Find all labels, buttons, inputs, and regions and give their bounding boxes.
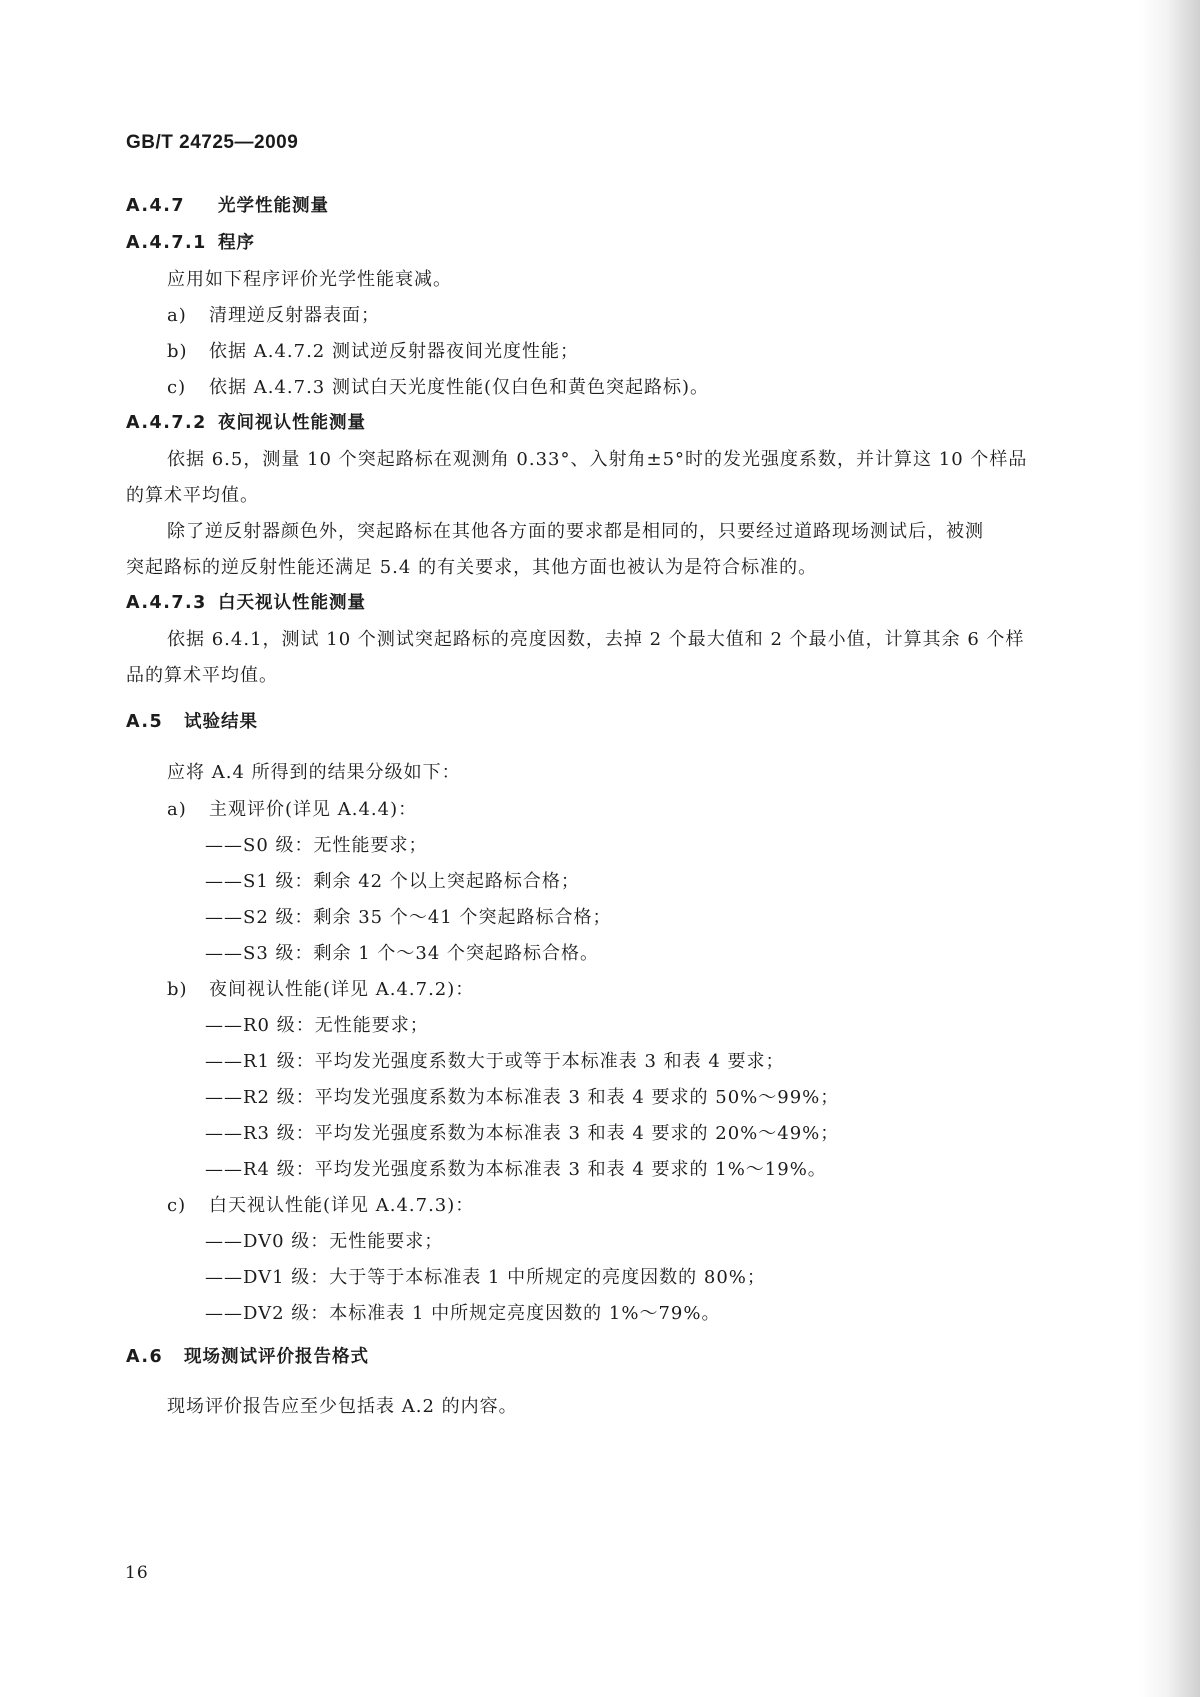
section-number: A.5 — [126, 712, 164, 732]
paragraph-line: 突起路标的逆反射性能还满足 5.4 的有关要求，其他方面也被认为是符合标准的。 — [126, 557, 818, 578]
paragraph-line: 依据 6.4.1，测试 10 个测试突起路标的亮度因数，去掉 2 个最大值和 2 个最小值，计算其余 6 个样 — [167, 629, 1025, 650]
grade-item: ——S1 级：剩余 42 个以上突起路标合格； — [205, 871, 580, 892]
document-id-header: GB/T 24725—2009 — [126, 132, 299, 153]
paragraph-line: 的算术平均值。 — [126, 485, 259, 506]
paragraph-line: 品的算术平均值。 — [126, 665, 278, 686]
section-heading-a6 — [126, 1343, 369, 1368]
section-heading-a471 — [126, 229, 255, 254]
grade-item: ——R0 级：无性能要求； — [205, 1015, 429, 1036]
list-text: 白天视认性能(详见 A.4.7.3)： — [209, 1195, 475, 1216]
paragraph-line: 依据 6.5，测量 10 个突起路标在观测角 0.33°、入射角±5°时的发光强度系数，并计算这 10 个样品 — [167, 449, 1028, 470]
section-number: A.4.7 — [126, 196, 186, 216]
grade-item: ——DV2 级：本标准表 1 中所规定亮度因数的 1%～79%。 — [205, 1303, 721, 1324]
section-title: 光学性能测量 — [218, 196, 329, 216]
list-text: 依据 A.4.7.2 测试逆反射器夜间光度性能； — [209, 341, 579, 362]
section-number: A.4.7.3 — [126, 593, 207, 613]
grade-item: ——S0 级：无性能要求； — [205, 835, 428, 856]
list-label: a) — [167, 305, 187, 326]
section-heading-a473 — [126, 589, 366, 614]
paragraph: 现场评价报告应至少包括表 A.2 的内容。 — [167, 1396, 518, 1417]
section-title: 夜间视认性能测量 — [218, 413, 366, 433]
list-label: b) — [167, 979, 188, 1000]
section-heading-a5 — [126, 708, 258, 733]
section-title: 现场测试评价报告格式 — [184, 1347, 369, 1367]
grade-item: ——R1 级：平均发光强度系数大于或等于本标准表 3 和表 4 要求； — [205, 1051, 785, 1072]
section-title: 白天视认性能测量 — [218, 593, 366, 613]
page-number: 16 — [125, 1563, 149, 1583]
grade-item: ——DV0 级：无性能要求； — [205, 1231, 444, 1252]
list-item — [167, 975, 474, 1001]
section-heading-a47 — [126, 192, 329, 217]
grade-item: ——S2 级：剩余 35 个～41 个突起路标合格； — [205, 907, 612, 928]
section-number: A.4.7.2 — [126, 413, 207, 433]
section-number: A.6 — [126, 1347, 164, 1367]
paragraph: 应用如下程序评价光学性能衰减。 — [167, 269, 452, 290]
list-item — [167, 373, 709, 399]
list-item — [167, 337, 579, 363]
list-text: 清理逆反射器表面； — [209, 305, 380, 326]
list-text: 主观评价(详见 A.4.4)： — [209, 799, 418, 820]
paragraph: 应将 A.4 所得到的结果分级如下： — [167, 762, 461, 783]
section-heading-a472 — [126, 409, 366, 434]
section-title: 试验结果 — [184, 712, 258, 732]
list-label: a) — [167, 799, 187, 820]
list-label: c) — [167, 1195, 187, 1216]
grade-item: ——R4 级：平均发光强度系数为本标准表 3 和表 4 要求的 1%～19%。 — [205, 1159, 827, 1180]
list-item — [167, 795, 417, 821]
list-label: c) — [167, 377, 187, 398]
grade-item: ——R3 级：平均发光强度系数为本标准表 3 和表 4 要求的 20%～49%； — [205, 1123, 840, 1144]
paragraph-line: 除了逆反射器颜色外，突起路标在其他各方面的要求都是相同的，只要经过道路现场测试后，被测 — [167, 521, 984, 542]
list-label: b) — [167, 341, 188, 362]
grade-item: ——S3 级：剩余 1 个～34 个突起路标合格。 — [205, 943, 600, 964]
grade-item: ——R2 级：平均发光强度系数为本标准表 3 和表 4 要求的 50%～99%； — [205, 1087, 840, 1108]
section-number: A.4.7.1 — [126, 233, 207, 253]
section-title: 程序 — [218, 233, 255, 253]
grade-item: ——DV1 级：大于等于本标准表 1 中所规定的亮度因数的 80%； — [205, 1267, 766, 1288]
list-item — [167, 1191, 474, 1217]
list-item — [167, 301, 380, 327]
list-text: 夜间视认性能(详见 A.4.7.2)： — [209, 979, 475, 1000]
list-text: 依据 A.4.7.3 测试白天光度性能(仅白色和黄色突起路标)。 — [209, 377, 710, 398]
